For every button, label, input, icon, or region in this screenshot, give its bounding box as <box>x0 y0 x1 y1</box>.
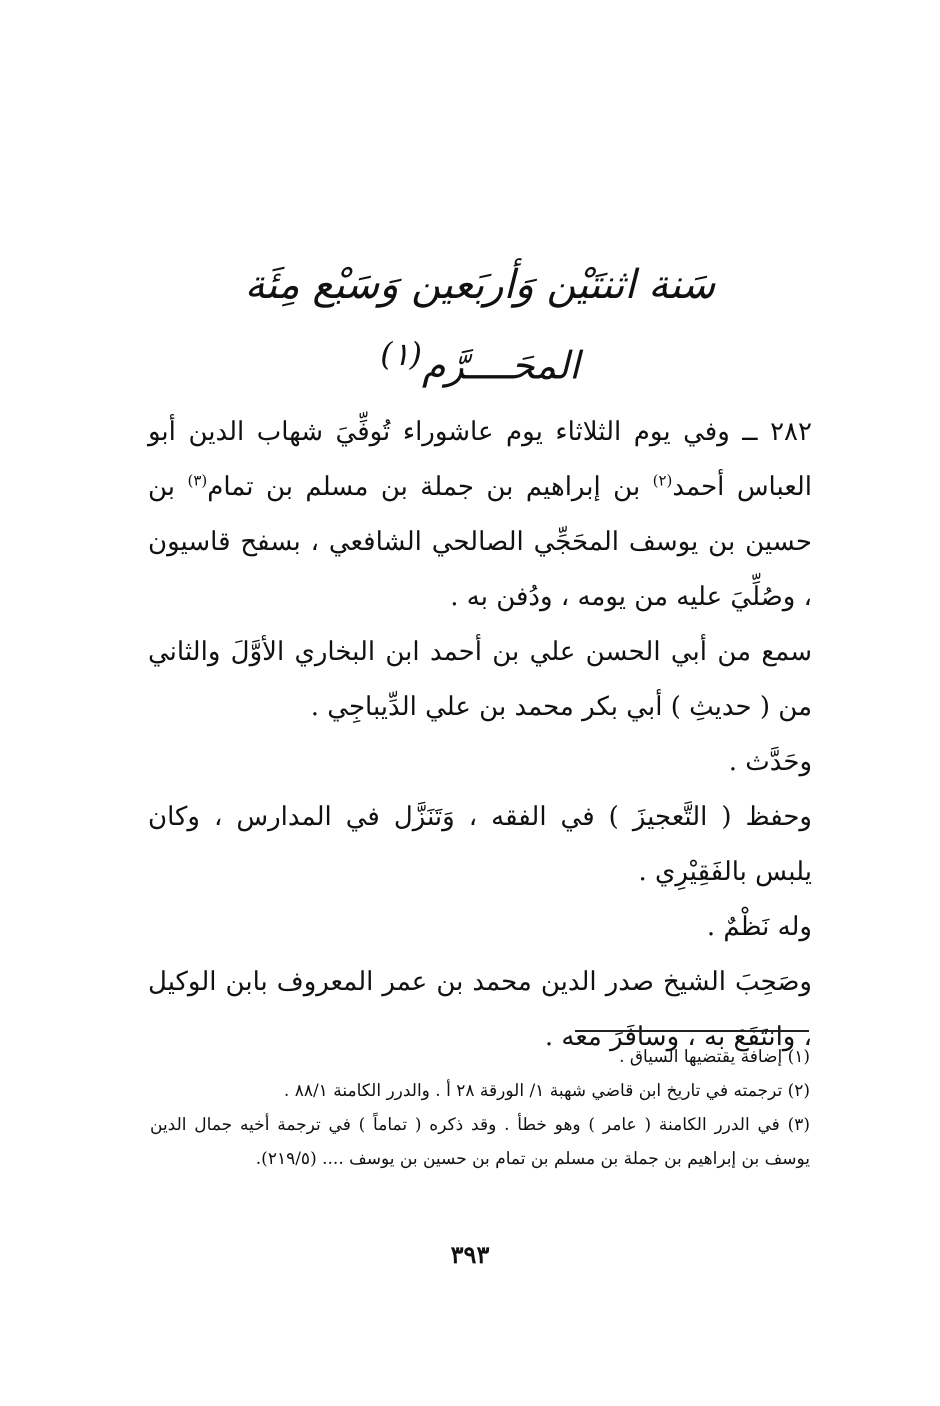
paragraph-nazm: وله نَظْمٌ . <box>706 912 812 942</box>
entry-name-part-a: أحمد <box>672 472 725 502</box>
entry-opening-paragraph <box>148 405 812 625</box>
footnote-separator <box>575 1030 809 1032</box>
paragraph-sama: سمع من أبي الحسن علي بن أحمد ابن البخاري الأوَّلَ والثاني من ( حديثِ ) أبي بكر محمد بن علي الدِّيباجِي . <box>148 637 812 722</box>
footnote-3: (٣) في الدرر الكامنة ( عامر ) وهو خطأ . وقد ذكره ( تماماً ) في ترجمة أخيه جمال الدين يوسف بن إبراهيم بن جملة بن مسلم بن تمام بن حسين بن يوسف .... (٢١٩/٥). <box>150 1115 810 1169</box>
paragraph-hafiz: وحفظ ( التَّعجيزَ ) في الفقه ، وَتَنَزَّل في المدارس ، وكان يلبس بالفَقِيْرِي . <box>148 802 812 887</box>
footnote-marker-2: (٢) <box>652 471 673 490</box>
footnote-marker-3: (٣) <box>187 471 208 490</box>
entry-name-part-b: بن إبراهيم بن جملة بن مسلم بن تمام <box>207 472 653 502</box>
footnote-2: (٢) ترجمته في تاريخ ابن قاضي شهبة ١/ الورقة ٢٨ أ . والدرر الكامنة ٨٨/١ . <box>283 1081 810 1101</box>
chapter-headings <box>150 250 810 401</box>
month-heading-text: المحَــــرَّم <box>422 343 580 388</box>
year-heading: سَنة اثنتَيْن وَأربَعين وَسَبْع مِئَة <box>244 262 716 308</box>
month-footnote-marker: (١) <box>380 337 423 373</box>
paragraph-sahib: وصَحِبَ الشيخ صدر الدين محمد بن عمر المعروف بابن الوكيل ، وانتَفَعَ به ، وسافَرَ معه . <box>148 967 812 1052</box>
entry-name-part-c: بن حسين بن يوسف المحَجِّي الصالحي الشافعي ، بسفح قاسيون ، وصُلِّيَ عليه من يومه ، ودُفن به . <box>148 472 812 612</box>
footnote-1: (١) إضافة يقتضيها السياق . <box>619 1047 810 1067</box>
entry-body <box>148 405 812 1065</box>
footnotes <box>150 1040 810 1176</box>
month-heading <box>150 320 810 401</box>
page-number: ٣٩٣ <box>450 1240 490 1269</box>
paragraph-haddath: وحَدَّث . <box>728 747 812 777</box>
entry-first-line: ٢٨٢ ــ وفي يوم الثلاثاء يوم عاشوراء تُوفِّيَ شهاب الدين أبو العباس <box>148 417 813 502</box>
